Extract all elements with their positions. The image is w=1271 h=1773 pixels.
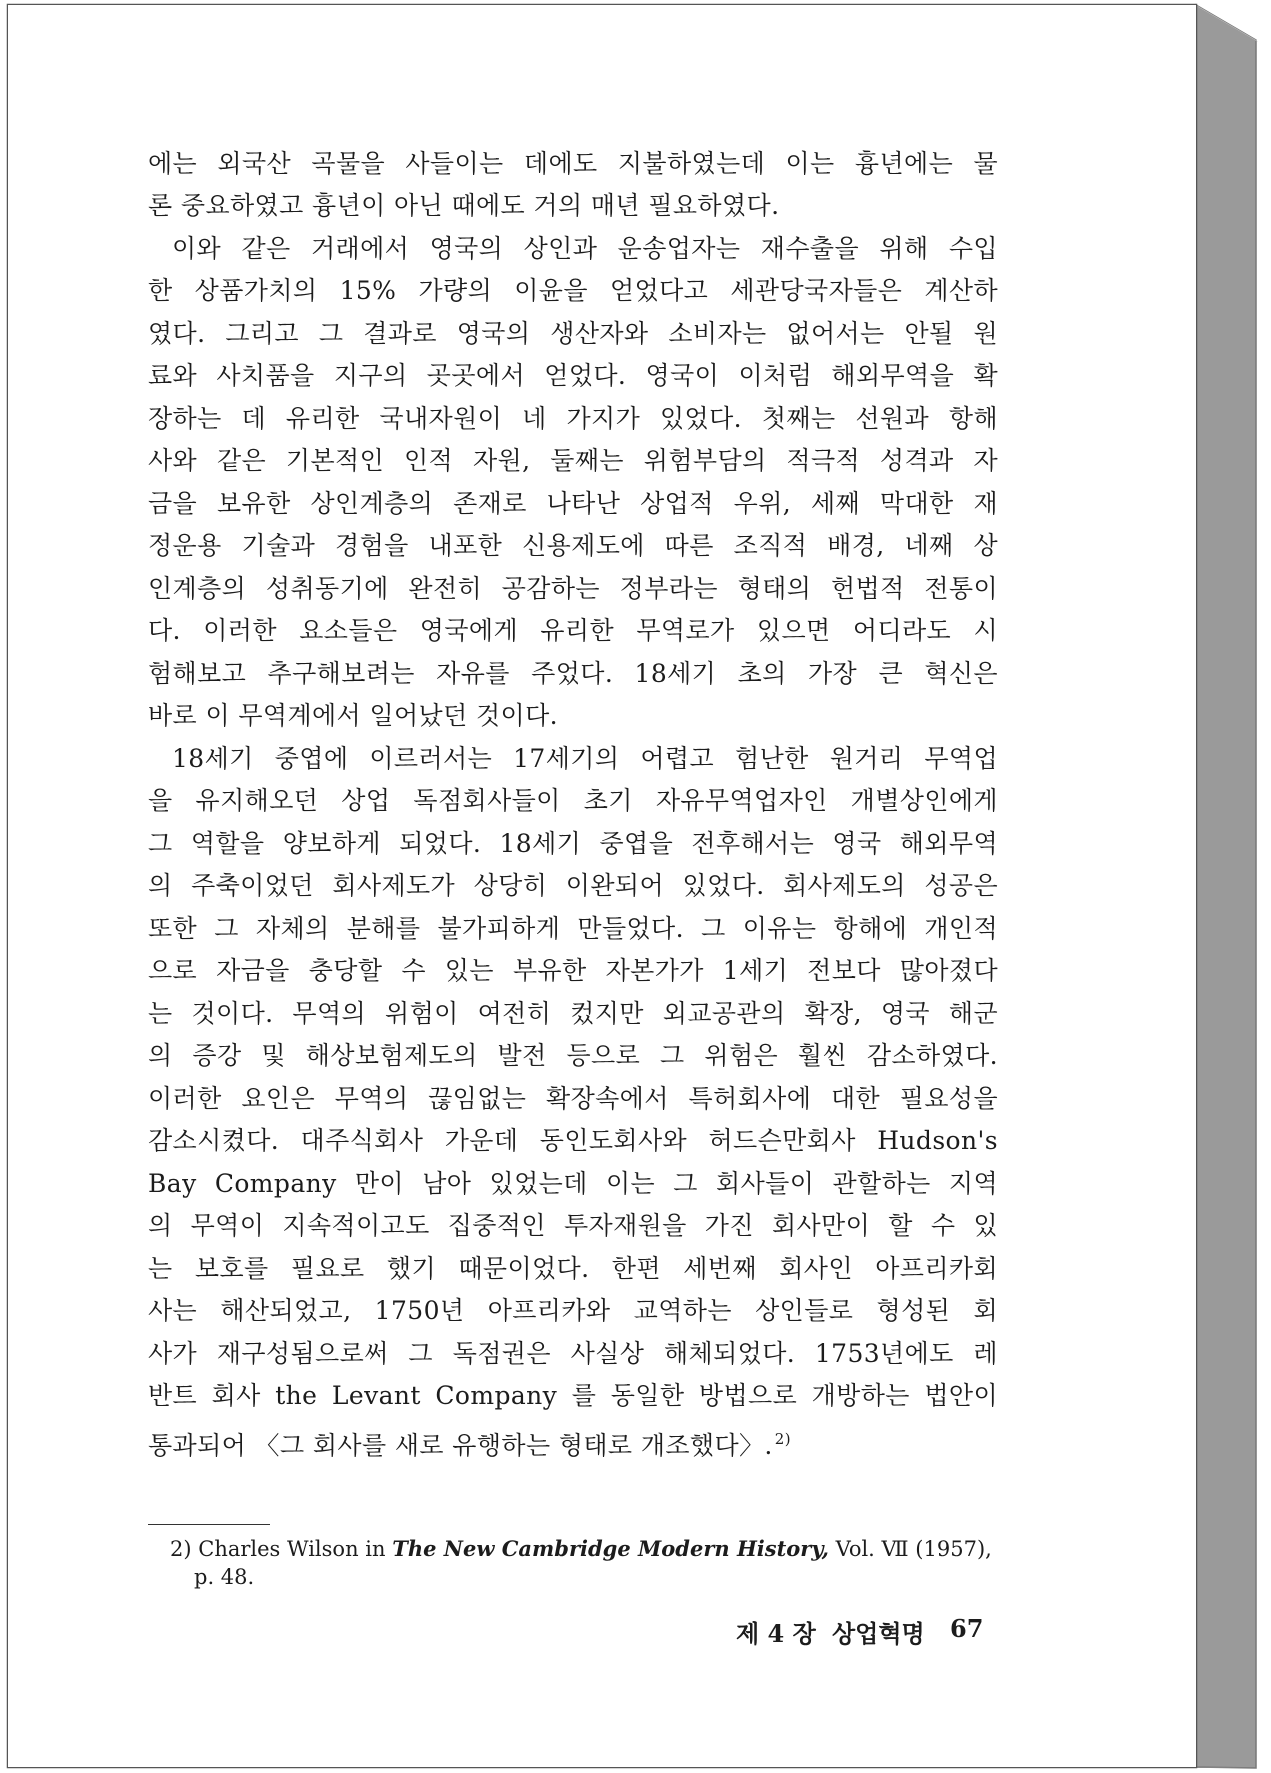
body-line: 의 증강 및 해상보험제도의 발전 등으로 그 위험은 훨씬 감소하였다. bbox=[148, 1041, 998, 1070]
body-line: 는 보호를 필요로 했기 때문이었다. 한편 세번째 회사인 아프리카회 bbox=[148, 1254, 998, 1283]
body-line: 18세기 중엽에 이르러서는 17세기의 어렵고 험난한 원거리 무역업 bbox=[172, 744, 998, 773]
body-line: 인계층의 성취동기에 완전히 공감하는 정부라는 형태의 헌법적 전통이 bbox=[148, 574, 998, 603]
footnote-volume: Vol. Ⅶ (1957), bbox=[835, 1537, 992, 1561]
body-line: 에는 외국산 곡물을 사들이는 데에도 지불하였는데 이는 흉년에는 물 bbox=[148, 149, 998, 178]
body-line: 사는 해산되었고, 1750년 아프리카와 교역하는 상인들로 형성된 회 bbox=[148, 1296, 998, 1325]
body-line: 그 역할을 양보하게 되었다. 18세기 중엽을 전후해서는 영국 해외무역 bbox=[148, 829, 998, 858]
footnote-title: The New Cambridge Modern History, bbox=[392, 1536, 829, 1561]
body-line: 정운용 기술과 경험을 내포한 신용제도에 따른 조직적 배경, 네째 상 bbox=[148, 531, 998, 560]
footnote-reference: 2) bbox=[774, 1430, 791, 1448]
body-line: 료와 사치품을 지구의 곳곳에서 얻었다. 영국이 이처럼 해외무역을 확 bbox=[148, 361, 998, 390]
body-line-text: 통과되어 〈그 회사를 새로 유행하는 형태로 개조했다〉. bbox=[148, 1431, 773, 1460]
footnote-rule bbox=[148, 1524, 270, 1525]
body-line: 의 무역이 지속적이고도 집중적인 투자재원을 가진 회사만이 할 수 있 bbox=[148, 1211, 998, 1240]
body-line: 이러한 요인은 무역의 끊임없는 확장속에서 특허회사에 대한 필요성을 bbox=[148, 1084, 998, 1113]
body-line: 이와 같은 거래에서 영국의 상인과 운송업자는 재수출을 위해 수입 bbox=[172, 234, 998, 263]
body-line: 으로 자금을 충당할 수 있는 부유한 자본가가 1세기 전보다 많아졌다 bbox=[148, 956, 998, 985]
body-line: 였다. 그리고 그 결과로 영국의 생산자와 소비자는 없어서는 안될 원 bbox=[148, 319, 998, 348]
body-line: 사가 재구성됨으로써 그 독점권은 사실상 해체되었다. 1753년에도 레 bbox=[148, 1339, 998, 1368]
body-line: 반트 회사 the Levant Company 를 동일한 방법으로 개방하는 법안이 bbox=[148, 1381, 998, 1410]
body-line: 는 것이다. 무역의 위험이 여전히 컸지만 외교공관의 확장, 영국 해군 bbox=[148, 999, 998, 1028]
footnote-number: 2) bbox=[170, 1537, 192, 1561]
footnote-page: p. 48. bbox=[194, 1565, 255, 1589]
chapter-label: 제 4 장 bbox=[736, 1619, 816, 1648]
body-line-last bbox=[148, 1423, 998, 1462]
body-line: 을 유지해오던 상업 독점회사들이 초기 자유무역업자인 개별상인에게 bbox=[148, 786, 998, 815]
chapter-title: 상업혁명 bbox=[832, 1619, 925, 1648]
body-line: 또한 그 자체의 분해를 불가피하게 만들었다. 그 이유는 항해에 개인적 bbox=[148, 914, 998, 943]
body-line: 장하는 데 유리한 국내자원이 네 가지가 있었다. 첫째는 선원과 항해 bbox=[148, 404, 998, 433]
body-line: 한 상품가치의 15% 가량의 이윤을 얻었다고 세관당국자들은 계산하 bbox=[148, 276, 998, 305]
footnote-author: Charles Wilson in bbox=[198, 1537, 386, 1561]
page-number: 67 bbox=[950, 1614, 984, 1643]
body-line: 금을 보유한 상인계층의 존재로 나타난 상업적 우위, 세째 막대한 재 bbox=[148, 489, 998, 518]
body-line: 다. 이러한 요소들은 영국에게 유리한 무역로가 있으면 어디라도 시 bbox=[148, 616, 998, 645]
footnote bbox=[170, 1536, 1000, 1562]
body-line: 바로 이 무역계에서 일어났던 것이다. bbox=[148, 701, 558, 730]
body-line: 감소시켰다. 대주식회사 가운데 동인도회사와 허드슨만회사 Hudson's bbox=[148, 1126, 998, 1155]
body-line: 론 중요하였고 흉년이 아닌 때에도 거의 매년 필요하였다. bbox=[148, 191, 780, 220]
body-line: Bay Company 만이 남아 있었는데 이는 그 회사들이 관할하는 지역 bbox=[148, 1169, 998, 1198]
body-line: 험해보고 추구해보려는 자유를 주었다. 18세기 초의 가장 큰 혁신은 bbox=[148, 659, 998, 688]
body-line: 의 주축이었던 회사제도가 상당히 이완되어 있었다. 회사제도의 성공은 bbox=[148, 871, 998, 900]
body-line: 사와 같은 기본적인 인적 자원, 둘째는 위험부담의 적극적 성격과 자 bbox=[148, 446, 998, 475]
